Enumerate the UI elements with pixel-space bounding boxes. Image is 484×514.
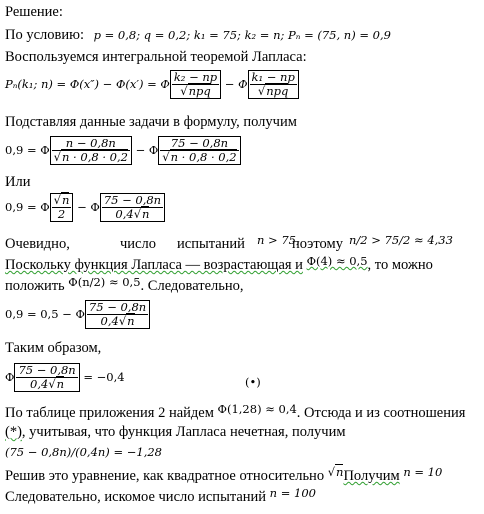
eq1-minus: − Φ	[131, 142, 159, 157]
eq1-lhs: 0,9 = Φ	[5, 142, 50, 157]
substitute-text: Подставляя данные задачи в формулу, получим	[5, 114, 297, 130]
table-phi: Φ(1,28) ≈ 0,4	[217, 402, 297, 416]
condition-label: По условию:	[5, 27, 84, 43]
condition-line	[5, 27, 391, 44]
eq2-den1: 2	[57, 207, 66, 221]
obvious-line-2	[5, 254, 433, 274]
obvious-line2a: Поскольку функция Лапласа — возрастающая и	[5, 257, 303, 273]
solve-a: Решив это уравнение, как квадратное относительно	[5, 468, 325, 484]
solve-c: Следовательно, искомое число испытаний	[5, 489, 267, 505]
eq1-num1: n − 0,8n	[52, 137, 130, 151]
obvious-w4: поэтому	[292, 236, 343, 252]
equation-4: Φ $\frac{75 - 0,8n}{0,4√n}$ = −0,4 (•)	[5, 363, 261, 391]
obvious-line3a: положить	[5, 278, 65, 294]
heading: Решение:	[5, 4, 63, 20]
equation-5	[5, 444, 162, 461]
eq2-den2: 0,4	[115, 207, 134, 221]
eq4-tag: (•)	[245, 375, 261, 389]
or-text: Или	[5, 174, 31, 190]
solve-root: n	[336, 465, 344, 479]
eq3-den: 0,4	[100, 314, 119, 328]
thus-text: Таким образом,	[5, 340, 102, 356]
table-b: . Отсюда и из соотношения	[296, 405, 466, 421]
obvious-line2b: , то можно	[367, 257, 433, 273]
obvious-phiapprox: Φ(n/2) ≈ 0,5	[68, 275, 141, 289]
equation-3: 0,9 = 0,5 − Φ $\frac{75 - 0,8n}{0,4√n}$	[5, 300, 150, 329]
solve-b: Получим	[343, 468, 400, 484]
laplace-num1: k₂ − np	[173, 70, 218, 84]
eq4-lhs: Φ	[5, 369, 15, 384]
obvious-w2: число	[120, 236, 156, 252]
table-a: По таблице приложения 2 найдем	[5, 405, 214, 421]
laplace-den1: npq	[188, 84, 211, 98]
solve-line-1: Решив это уравнение, как квадратное относительно $^{√n}$Получим $^{n = 10}$	[5, 465, 443, 484]
eq1-den1: n · 0,8 · 0,2	[62, 150, 128, 164]
solve-res: n = 10	[403, 465, 443, 479]
eq1-den2: n · 0,8 · 0,2	[170, 150, 237, 164]
table-c-rest: , учитывая, что функция Лапласа нечетная, получим	[21, 424, 346, 440]
obvious-w1: Очевидно,	[5, 236, 70, 252]
eq2-minus: − Φ	[73, 199, 100, 214]
eq5: (75 − 0,8n)/(0,4n) = −1,28	[5, 445, 162, 459]
table-line-2	[5, 424, 346, 441]
laplace-intro: Воспользуемся интегральной теоремой Лапласа:	[5, 49, 307, 65]
obvious-ineq: n/2 > 75/2 ≈ 4,33	[349, 233, 453, 247]
eq2-num1: n	[62, 193, 70, 207]
eq4-num: 75 − 0,8n	[18, 363, 76, 377]
laplace-minus: − Φ	[221, 76, 248, 91]
table-c-star: (*)	[5, 424, 22, 440]
laplace-den2: npq	[266, 84, 289, 98]
obvious-phi4: Φ(4) ≈ 0,5	[306, 254, 368, 268]
solve-final: n = 100	[269, 486, 316, 500]
obvious-line-1	[5, 233, 477, 253]
obvious-cond: n > 75,	[257, 233, 300, 247]
table-line-1	[5, 402, 466, 422]
laplace-lhs: Pₙ(k₁; n) = Φ(x″) − Φ(x′) = Φ	[5, 76, 170, 91]
eq3-lhs: 0,9 = 0,5 − Φ	[5, 306, 85, 321]
equation-1: 0,9 = Φ $\frac{n - 0,8n}{√n \cdot 0,8 \cdot 0,2}$ − Φ $\frac{75 - 0,8n}{√n \cdot 0,8 \cdot 0,2}$	[5, 136, 241, 165]
condition-formula: p = 0,8; q = 0,2; k₁ = 75; k₂ = n; Pₙ = (75, n) = 0,9	[93, 28, 391, 42]
obvious-line-3	[5, 275, 244, 295]
eq3-num: 75 − 0,8n	[88, 300, 147, 314]
eq4-den: 0,4	[30, 377, 49, 391]
laplace-num2: k₁ − np	[251, 70, 295, 84]
eq4-rhs: = −0,4	[79, 369, 125, 384]
obvious-line3b: . Следовательно,	[140, 278, 244, 294]
solve-line-2	[5, 486, 316, 506]
laplace-formula: Pₙ(k₁; n) = Φ(x″) − Φ(x′) = Φ $\frac{\text{k₂ − np}}{\text{√npq}}$ − Φ $\frac{\text{k₁ − np}}{\text{√npq}}$	[5, 70, 299, 99]
equation-2: 0,9 = Φ $\frac{√n}{2}$ − Φ $\frac{75 - 0,8n}{0,4√n}$	[5, 193, 165, 222]
obvious-w3: испытаний	[177, 236, 245, 252]
eq2-lhs: 0,9 = Φ	[5, 199, 50, 214]
eq2-num2: 75 − 0,8n	[103, 193, 162, 207]
eq1-num2: 75 − 0,8n	[160, 137, 238, 151]
